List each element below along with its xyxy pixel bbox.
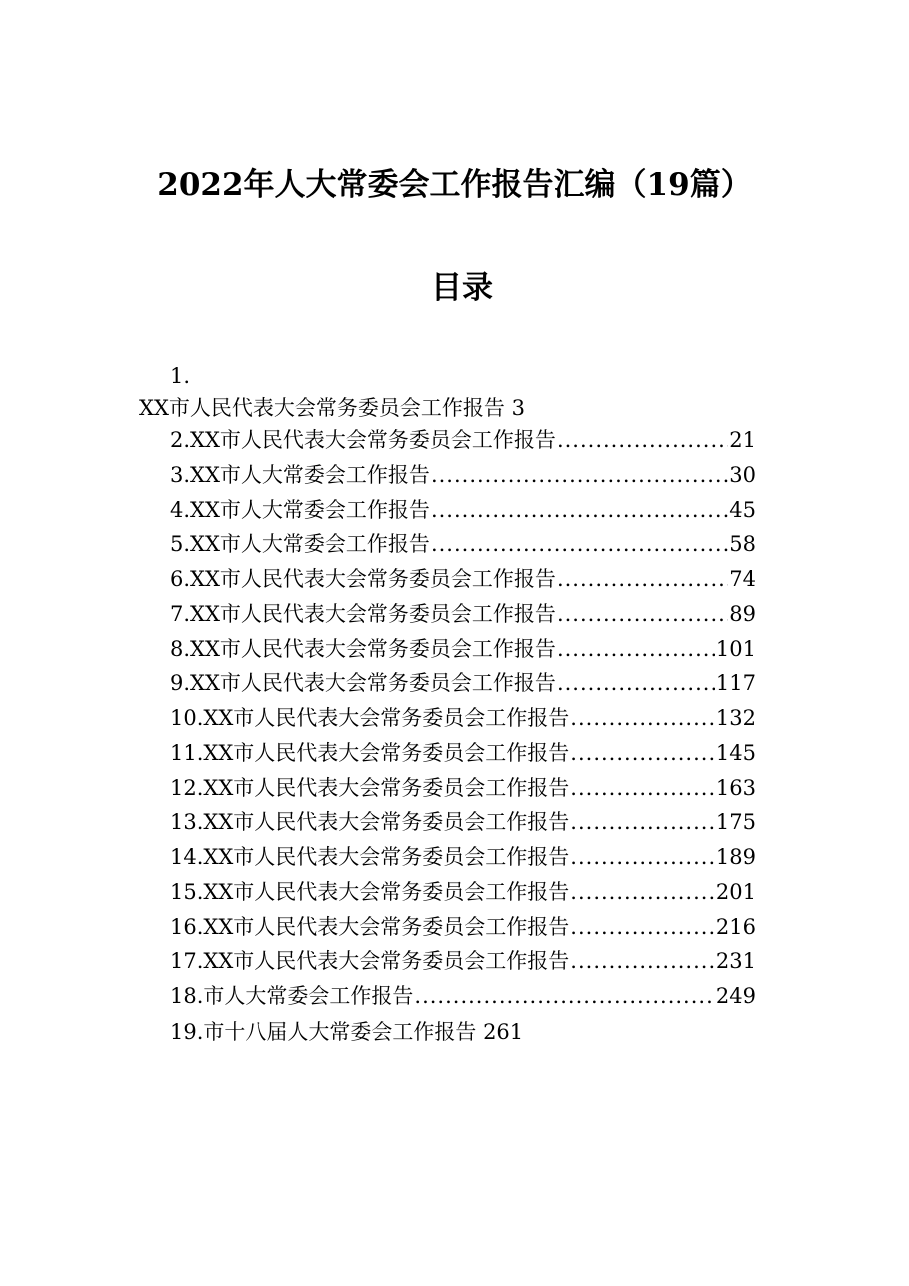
toc-entry-page: 201 [715, 879, 756, 904]
toc-entry-page: 30 [729, 462, 756, 487]
toc-entry-page: 216 [715, 914, 756, 939]
toc-dot-leader [557, 669, 715, 697]
toc-entry-label: 14.XX市人民代表大会常务委员会工作报告 [170, 845, 570, 869]
toc-entry[interactable] [170, 563, 756, 593]
toc-entry-label: 8.XX市人民代表大会常务委员会工作报告 [170, 636, 556, 661]
toc-entry-label: 10.XX市人民代表大会常务委员会工作报告 [170, 706, 570, 730]
toc-entry-label: 16.XX市人民代表大会常务委员会工作报告 [170, 914, 570, 939]
toc-dot-leader [570, 704, 715, 732]
toc-dot-leader [570, 843, 715, 871]
toc-entry-page: 45 [729, 497, 756, 522]
toc-entry[interactable] [170, 737, 756, 767]
toc-entry-label: 6.XX市人民代表大会常务委员会工作报告 [170, 567, 556, 591]
toc-entry[interactable] [170, 702, 756, 732]
toc-entry-label: 9.XX市人民代表大会常务委员会工作报告 [170, 671, 556, 696]
toc-dot-leader [557, 600, 728, 628]
toc-dot-leader [570, 808, 715, 836]
toc-entry-page: 231 [715, 949, 756, 974]
toc-entry-label: 7.XX市人民代表大会常务委员会工作报告 [170, 601, 556, 626]
document-title: 2022年人大常委会工作报告汇编（19篇） [157, 167, 752, 203]
toc-dot-leader [557, 565, 728, 593]
toc-entry-19[interactable]: 19.市十八届人大常委会工作报告 261 [170, 1020, 524, 1044]
toc-dot-leader [414, 982, 715, 1010]
toc-dot-leader [431, 496, 728, 524]
toc-dot-leader [570, 774, 715, 802]
toc-dot-leader [570, 878, 715, 906]
toc-dot-leader [570, 739, 715, 767]
toc-entry-page: 249 [715, 984, 756, 1008]
toc-entry-page: 101 [715, 636, 756, 661]
toc-entry[interactable] [170, 876, 756, 906]
toc-heading: 目录 [431, 270, 493, 306]
toc-entry-1-number[interactable]: 1. [170, 364, 191, 388]
toc-entry[interactable] [170, 806, 756, 836]
toc-entry-page: 74 [729, 567, 756, 591]
toc-entry-label: 15.XX市人民代表大会常务委员会工作报告 [170, 879, 570, 904]
toc-entry-label: 17.XX市人民代表大会常务委员会工作报告 [170, 949, 570, 974]
toc-entry-page: 117 [715, 671, 756, 696]
toc-entry[interactable] [170, 633, 756, 663]
toc-entry[interactable] [170, 667, 756, 697]
toc-entry-page: 58 [729, 532, 756, 557]
toc-entry[interactable] [170, 911, 756, 941]
toc-entry[interactable] [170, 980, 756, 1010]
toc-entry-page: 145 [715, 740, 756, 765]
toc-entry-label: 11.XX市人民代表大会常务委员会工作报告 [170, 740, 570, 765]
toc-entry[interactable] [170, 772, 756, 802]
toc-entry-page: 189 [715, 845, 756, 869]
toc-entry-label: 13.XX市人民代表大会常务委员会工作报告 [170, 810, 570, 835]
toc-dot-leader [570, 913, 715, 941]
toc-dot-leader [570, 947, 715, 975]
toc-entry-label: 5.XX市人大常委会工作报告 [170, 532, 430, 557]
toc-dot-leader [557, 426, 728, 454]
toc-entry[interactable] [170, 598, 756, 628]
toc-entry[interactable] [170, 945, 756, 975]
toc-entry-label: 18.市人大常委会工作报告 [170, 984, 414, 1008]
toc-dot-leader [431, 461, 728, 489]
toc-entry[interactable] [170, 528, 756, 558]
toc-entry-page: 89 [729, 601, 756, 626]
toc-entry[interactable] [170, 494, 756, 524]
toc-entry[interactable] [170, 424, 756, 454]
toc-entry-label: 4.XX市人大常委会工作报告 [170, 497, 430, 522]
toc-entry-page: 163 [715, 775, 756, 800]
toc-entry[interactable] [170, 841, 756, 871]
toc-entry-page: 21 [729, 428, 756, 452]
toc-dot-leader [557, 635, 715, 663]
toc-entry-label: 12.XX市人民代表大会常务委员会工作报告 [170, 775, 570, 800]
toc-dot-leader [431, 530, 728, 558]
toc-entry-label: 3.XX市人大常委会工作报告 [170, 462, 430, 487]
toc-entry-page: 175 [715, 810, 756, 835]
toc-entry[interactable] [170, 459, 756, 489]
toc-entry-page: 132 [715, 706, 756, 730]
toc-entry-1-text[interactable]: XX市人民代表大会常务委员会工作报告 3 [139, 396, 525, 420]
toc-entry-label: 2.XX市人民代表大会常务委员会工作报告 [170, 428, 556, 452]
